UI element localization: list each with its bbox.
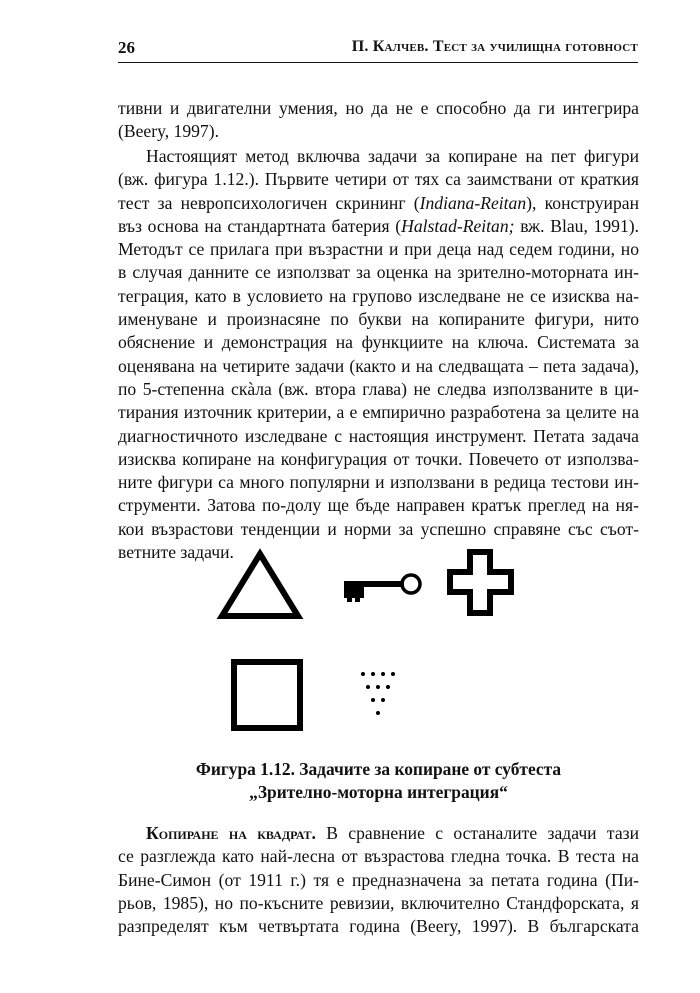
text-line: въз основа на стандартната батерия (Halstad-Reitan; вж. Blau, 1991).: [118, 215, 640, 236]
dot: [366, 685, 370, 689]
section-heading: Копиране на квадрат.: [146, 823, 316, 843]
text-line: тест за невропсихологичен скрининг (Indiana-Reitan), конструиран: [118, 192, 639, 213]
paragraph-intro: [118, 97, 639, 144]
dot: [386, 685, 390, 689]
paragraph-square-copying: [118, 822, 639, 938]
key-figure: [344, 575, 420, 602]
caption-line: Фигура 1.12. Задачите за копиране от субтеста: [195, 759, 562, 779]
dot: [376, 711, 380, 715]
page-number: 26: [118, 38, 135, 57]
text-line: кои възрастови тенденции и норми за успешно справяне със съот-: [118, 518, 639, 539]
text-line: изисква копиране на конфигурация от точки. Повечето от използва-: [118, 448, 639, 469]
text-line: Методът се прилага при възрастни и при деца над седем години, но: [118, 239, 639, 260]
triangle-figure: [222, 554, 298, 616]
text-line: ните фигури са много популярни и използвани в редица тестови ин-: [118, 472, 639, 493]
running-title: П. Калчев. Тест за училищна готовност: [351, 38, 638, 55]
text-fragment: (вж. фигура 1.12.). Първите четири от тях са заимствани от краткия: [118, 169, 639, 190]
text-line: по 5-степенна скàла (вж. втора глава) не следва използваните в ци-: [118, 378, 639, 399]
square-figure: [234, 662, 300, 728]
dot-configuration-figure: [361, 672, 395, 715]
dot: [381, 672, 385, 676]
text-line: ветните задачи.: [118, 542, 234, 563]
figure-caption: [118, 758, 639, 804]
paragraph-method: [118, 145, 639, 564]
text-line: Настоящият метод включва задачи за копиране на пет фигури: [146, 146, 639, 166]
dot: [371, 698, 375, 702]
copy-figures: [118, 540, 639, 740]
text-line: (Beery, 1997).: [118, 121, 219, 142]
dot: [361, 672, 365, 676]
text-line: теграция, като в условието на групово изследване не се изисква на-: [118, 285, 639, 306]
text-line: именуване и произнасяне по букви на копираните фигури, нито: [118, 309, 639, 330]
dot: [376, 685, 380, 689]
text-line: Бине-Симон (от 1911 г.) тя е предназначена за петата година (Пи-: [118, 869, 639, 890]
running-header: [118, 38, 638, 63]
dot: [391, 672, 395, 676]
cross-figure: [450, 552, 511, 613]
text-fragment: В сравнение с останалите задачи тази: [315, 823, 639, 843]
text-line: тивни и двигателни умения, но да не е способно да ги интегрира: [118, 98, 639, 118]
text-line: рьов, 1985), но по-късните ревизии, включително Стандфорската, я: [118, 892, 639, 913]
text-line: [118, 822, 639, 845]
text-line: диагностичното изследване с настоящия инструмент. Петата задача: [118, 425, 639, 446]
text-line: обяснение и демонстрация на функциите на ключа. Системата за: [118, 332, 639, 353]
caption-line: „Зрително-моторна интеграция“: [249, 782, 508, 802]
text-line: тирания източник критерии, а е емпирично разработена за целите на: [118, 402, 639, 423]
dot: [371, 672, 375, 676]
text-line: в случая данните се използват за оценка на зрително-моторната ин-: [118, 262, 639, 283]
text-line: [118, 168, 639, 191]
dot: [381, 698, 385, 702]
text-line: струменти. Затова по-долу ще бъде направен кратък преглед на ня-: [118, 495, 639, 516]
text-line: разпределят към четвъртата година (Beery, 1997). В българската: [118, 916, 639, 937]
text-line: се разглежда като най-лесна от възрастова гледна точка. В теста на: [118, 846, 639, 867]
text-line: оценявана на четирите задачи (както и на следващата – пета задача),: [118, 355, 639, 376]
